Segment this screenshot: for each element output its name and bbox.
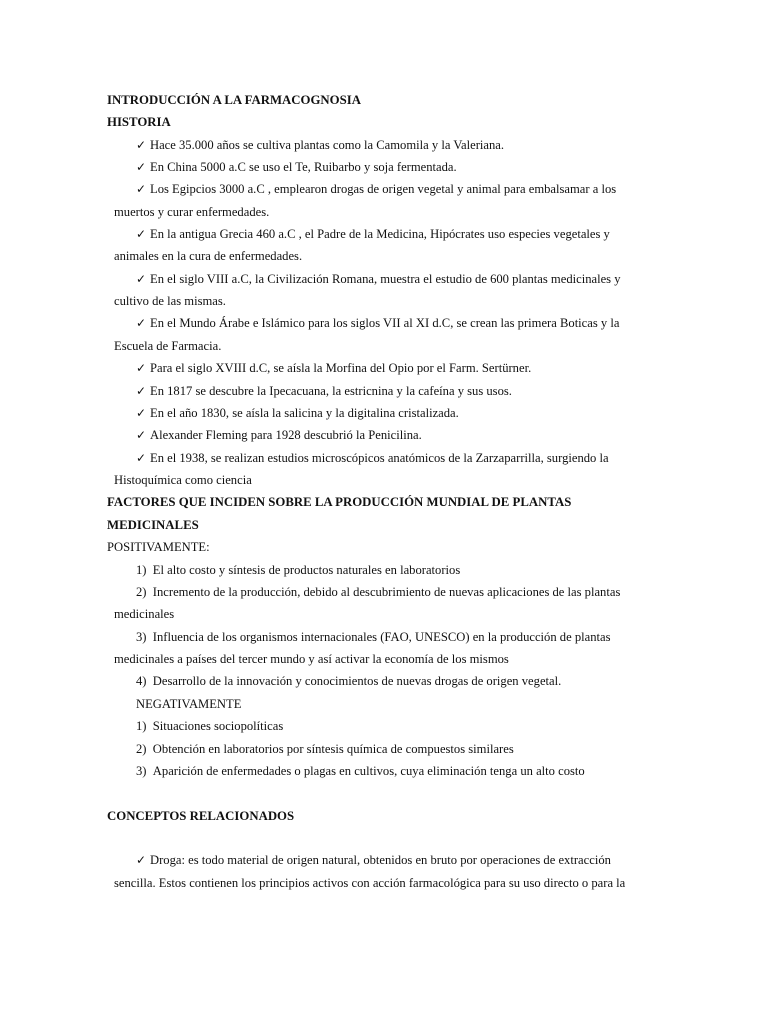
historia-item-text: En la antigua Grecia 460 a.C , el Padre de la Medicina, Hipócrates uso especies vegetales y [150,227,610,241]
historia-item [136,427,422,443]
historia-item-continuation: animales en la cura de enfermedades. [114,249,303,263]
positivo-item-text: Incremento de la producción, debido al descubrimiento de nuevas aplicaciones de las plantas [152,585,621,599]
positivo-item-text: Desarrollo de la innovación y conocimientos de nuevas drogas de origen vegetal. [152,674,562,688]
historia-item [136,271,621,287]
check-icon: ✓ [136,227,147,241]
positivo-item-text: Influencia de los organismos internacionales (FAO, UNESCO) en la producción de plantas [152,630,611,644]
check-icon: ✓ [136,384,147,398]
historia-item-text: En el 1938, se realizan estudios microscópicos anatómicos de la Zarzaparrilla, surgiendo la [150,451,609,465]
historia-item [136,159,457,175]
check-icon: ✓ [136,451,147,465]
historia-item [136,181,616,197]
negativo-item [136,741,514,757]
historia-item [136,360,531,376]
positivo-item [136,673,561,689]
historia-item-text: En el Mundo Árabe e Islámico para los siglos VII al XI d.C, se crean las primera Boticas y la [150,316,620,330]
concepto-item [136,852,611,868]
historia-item-text: En el siglo VIII a.C, la Civilización Romana, muestra el estudio de 600 plantas medicinales y [150,272,621,286]
historia-item [136,405,459,421]
check-icon: ✓ [136,138,147,152]
historia-item-text: En el año 1830, se aísla la salicina y la digitalina cristalizada. [150,406,459,420]
item-number: 1) [136,563,147,577]
negativo-item-text: Aparición de enfermedades o plagas en cultivos, cuya eliminación tenga un alto costo [152,764,585,778]
check-icon: ✓ [136,316,147,330]
positivo-item-continuation: medicinales [114,607,175,621]
historia-item-text: Para el siglo XVIII d.C, se aísla la Morfina del Opio por el Farm. Sertürner. [150,361,532,375]
positivo-item [136,584,620,600]
positivo-item [136,629,611,645]
historia-item [136,226,610,242]
historia-item [136,383,512,399]
historia-item-text: Hace 35.000 años se cultiva plantas como la Camomila y la Valeriana. [150,138,505,152]
concepto-item-continuation: sencilla. Estos contienen los principios activos con acción farmacológica para su uso directo o para la [114,876,626,890]
negativo-item-text: Situaciones sociopolíticas [152,719,284,733]
positivo-item-continuation: medicinales a países del tercer mundo y así activar la economía de los mismos [114,652,509,666]
factores-heading-continuation: MEDICINALES [107,518,199,532]
positivamente-label: POSITIVAMENTE: [107,540,210,554]
item-number: 2) [136,742,147,756]
check-icon: ✓ [136,361,147,375]
negativamente-label: NEGATIVAMENTE [136,697,242,711]
check-icon: ✓ [136,160,147,174]
historia-item [136,137,504,153]
historia-item-text: En China 5000 a.C se uso el Te, Ruibarbo y soja fermentada. [150,160,457,174]
check-icon: ✓ [136,182,147,196]
historia-item [136,315,619,331]
document-title: INTRODUCCIÓN A LA FARMACOGNOSIA [107,93,361,107]
historia-heading: HISTORIA [107,115,171,129]
item-number: 4) [136,674,147,688]
item-number: 2) [136,585,147,599]
check-icon: ✓ [136,272,147,286]
item-number: 3) [136,630,147,644]
historia-item-text: Alexander Fleming para 1928 descubrió la Penicilina. [150,428,422,442]
historia-item-continuation: Histoquímica como ciencia [114,473,252,487]
check-icon: ✓ [136,406,147,420]
historia-item-text: Los Egipcios 3000 a.C , emplearon drogas de origen vegetal y animal para embalsamar a los [150,182,617,196]
item-number: 3) [136,764,147,778]
historia-item-continuation: muertos y curar enfermedades. [114,205,270,219]
factores-heading: FACTORES QUE INCIDEN SOBRE LA PRODUCCIÓN MUNDIAL DE PLANTAS [107,495,572,509]
historia-item-continuation: cultivo de las mismas. [114,294,226,308]
negativo-item-text: Obtención en laboratorios por síntesis química de compuestos similares [152,742,514,756]
positivo-item-text: El alto costo y síntesis de productos naturales en laboratorios [152,563,461,577]
historia-item-continuation: Escuela de Farmacia. [114,339,222,353]
negativo-item [136,718,283,734]
positivo-item [136,562,460,578]
historia-item [136,450,609,466]
historia-item-text: En 1817 se descubre la Ipecacuana, la estricnina y la cafeína y sus usos. [150,384,512,398]
check-icon: ✓ [136,428,147,442]
item-number: 1) [136,719,147,733]
check-icon: ✓ [136,853,147,867]
conceptos-heading: CONCEPTOS RELACIONADOS [107,809,295,823]
negativo-item [136,763,585,779]
concepto-item-text: Droga: es todo material de origen natural, obtenidos en bruto por operaciones de extracción [150,853,611,867]
